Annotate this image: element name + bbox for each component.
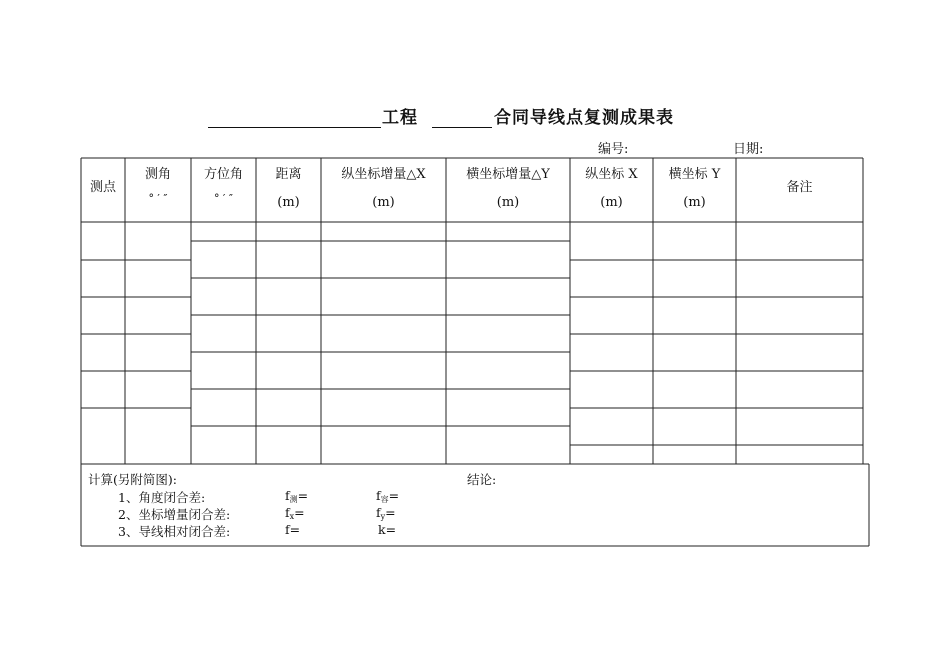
header-angle: 测角 ° ′ ″ [125, 165, 191, 209]
header-dy-unit: (m) [496, 195, 520, 210]
calc-item-relative-closure: 3、导线相对闭合差: [118, 524, 231, 539]
header-dx: 纵坐标增量△X (m) [321, 165, 446, 213]
number-label: 编号: [598, 142, 629, 157]
formula-fy: $f_y=$ [376, 505, 396, 521]
formula-f-measured: $f_测=$ [285, 488, 309, 504]
header-x: 纵坐标 X (m) [570, 165, 653, 213]
header-x-unit: (m) [600, 195, 623, 210]
header-dx-unit: (m) [372, 195, 395, 210]
header-azimuth-units: ° ′ ″ [213, 192, 234, 205]
conclusion-label: 结论: [467, 472, 497, 487]
formula-f: f= [285, 522, 301, 537]
formula-k: k= [378, 522, 397, 537]
header-remarks: 备注 [786, 180, 813, 195]
calc-item-coordinate-closure: 2、坐标增量闭合差: [118, 507, 231, 522]
header-point: 测点 [89, 180, 116, 195]
formula-fx: $f_x=$ [285, 505, 305, 521]
calc-item-angle-closure: 1、角度闭合差: [118, 490, 206, 505]
date-label: 日期: [733, 142, 764, 157]
header-dy: 横坐标增量△Y (m) [446, 165, 570, 213]
header-y: 横坐标 Y (m) [653, 165, 736, 213]
formula-f-allowed: $f_容=$ [376, 488, 400, 504]
header-distance: 距离 (m) [256, 165, 321, 213]
header-azimuth: 方位角 ° ′ ″ [191, 165, 256, 209]
title-main: 合同导线点复测成果表 [494, 108, 674, 128]
calc-label: 计算(另附简图): [88, 472, 177, 487]
header-angle-units: ° ′ ″ [148, 192, 168, 205]
header-distance-unit: (m) [277, 195, 300, 210]
title-project-suffix: 工程 [382, 108, 418, 128]
header-y-unit: (m) [683, 195, 706, 210]
